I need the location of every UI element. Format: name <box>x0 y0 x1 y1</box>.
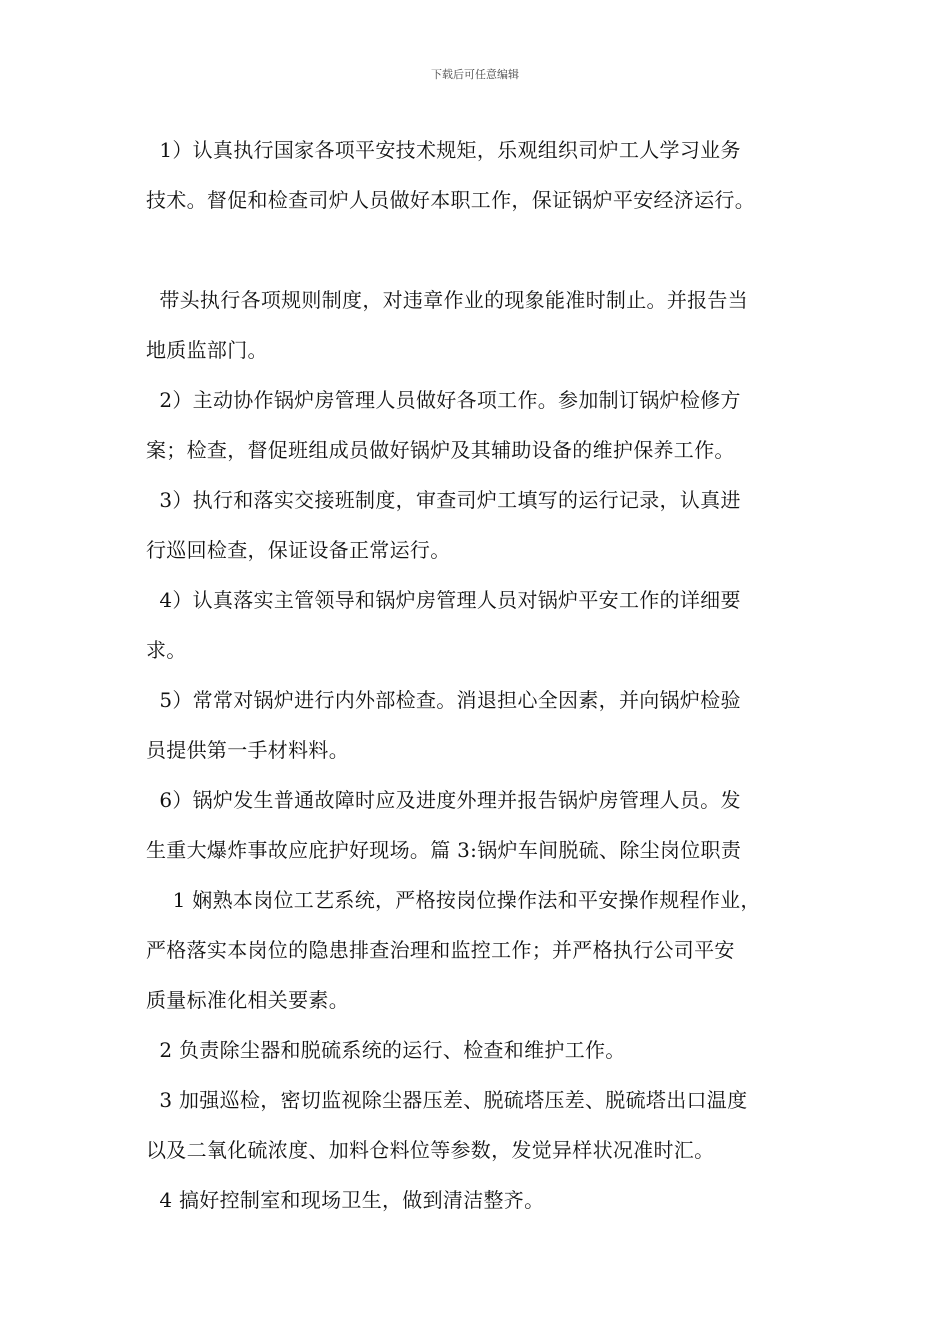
page-header: 下载后可任意编辑 <box>431 68 519 81</box>
text-line: 带头执行各项规则制度，对违章作业的现象能准时制止。并报告当 <box>146 288 749 312</box>
text-line: 行巡回检查，保证设备正常运行。 <box>146 538 451 562</box>
text-line: 求。 <box>146 638 187 662</box>
text-line: 员提供第一手材料料。 <box>146 738 349 762</box>
text-line: 严格落实本岗位的隐患排查治理和监控工作；并严格执行公司平安 <box>146 938 735 962</box>
text-line: 3 加强巡检，密切监视除尘器压差、脱硫塔压差、脱硫塔出口温度 <box>146 1088 748 1112</box>
text-line: 4）认真落实主管领导和锅炉房管理人员对锅炉平安工作的详细要 <box>146 588 741 612</box>
text-line: 2 负责除尘器和脱硫系统的运行、检查和维护工作。 <box>146 1038 626 1062</box>
text-line: 案；检查，督促班组成员做好锅炉及其辅助设备的维护保养工作。 <box>146 438 735 462</box>
text-line: 1）认真执行国家各项平安技术规矩，乐观组织司炉工人学习业务 <box>146 138 741 162</box>
text-line: 质量标准化相关要素。 <box>146 988 349 1012</box>
text-line: 2）主动协作锅炉房管理人员做好各项工作。参加制订锅炉检修方 <box>146 388 741 412</box>
text-line: 5）常常对锅炉进行内外部检查。消退担心全因素，并向锅炉检验 <box>146 688 741 712</box>
text-line: 4 搞好控制室和现场卫生，做到清洁整齐。 <box>146 1188 545 1212</box>
text-line: 以及二氧化硫浓度、加料仓料位等参数，发觉异样状况准时汇。 <box>146 1138 715 1162</box>
text-line: 技术。督促和检查司炉人员做好本职工作，保证锅炉平安经济运行。 <box>146 188 755 212</box>
text-line: 地质监部门。 <box>146 338 268 362</box>
text-line: 3）执行和落实交接班制度，审查司炉工填写的运行记录，认真进 <box>146 488 741 512</box>
text-line: 1 娴熟本岗位工艺系统，严格按岗位操作法和平安操作规程作业， <box>146 888 761 912</box>
text-line: 生重大爆炸事故应庇护好现场。篇 3:锅炉车间脱硫、除尘岗位职责 <box>146 838 742 862</box>
text-line: 6）锅炉发生普通故障时应及进度外理并报告锅炉房管理人员。发 <box>146 788 741 812</box>
